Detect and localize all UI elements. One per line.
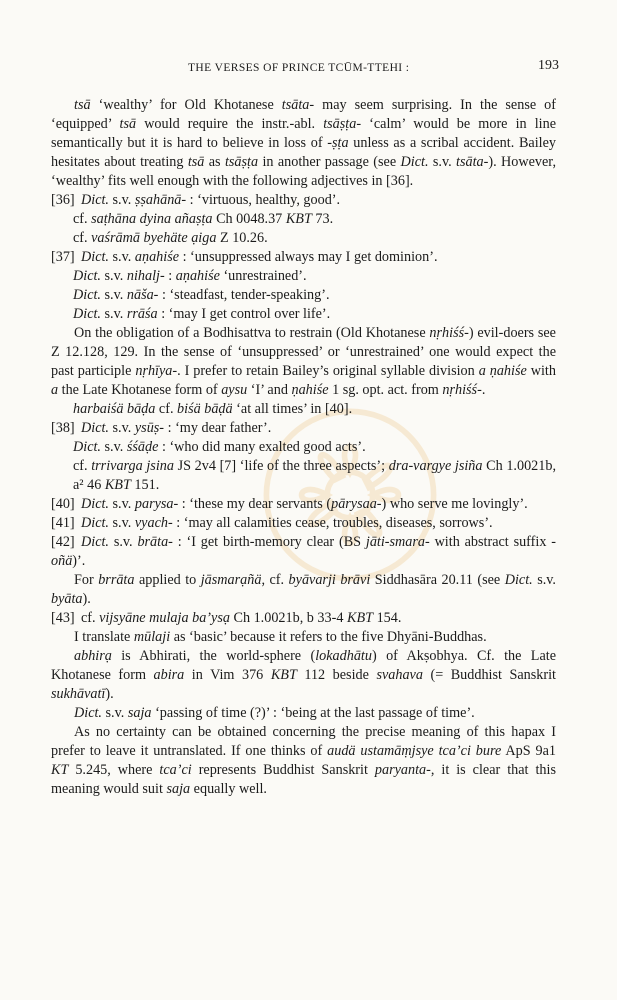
- note-number: [41]: [51, 515, 75, 531]
- italic-term: Dict.: [81, 249, 109, 265]
- note-number: [40]: [51, 496, 75, 512]
- note-number: [42]: [51, 534, 75, 550]
- italic-term: tsā: [74, 97, 91, 113]
- italic-term: Dict.: [81, 420, 109, 436]
- text-run: : ‘unsuppressed always may I get dominion’.: [179, 249, 438, 265]
- text-run: s.v.: [108, 534, 138, 550]
- text-run: 1 sg. opt. act. from: [328, 382, 443, 398]
- italic-term: dra-vargye jsiña: [388, 458, 483, 474]
- text-run: .: [481, 382, 486, 398]
- text-run: , cf.: [261, 572, 289, 588]
- italic-term: KBT: [104, 477, 131, 493]
- paragraph: [51, 248, 556, 267]
- text-run: unless as a scribal accident. Bailey hesitates about treating: [51, 135, 556, 170]
- italic-term: saja: [166, 781, 191, 797]
- text-run: ‘wealthy’ for Old Khotanese: [90, 97, 282, 113]
- italic-term: lokadhātu: [315, 648, 372, 664]
- text-run: For: [74, 572, 99, 588]
- text-run: ‘passing of time (?)’ : ‘being at the last passage of time’.: [151, 705, 475, 721]
- text-run: s.v.: [100, 287, 127, 303]
- text-run: :: [164, 268, 176, 284]
- text-run: Ch 0048.37: [212, 211, 286, 227]
- note-number: [36]: [51, 192, 75, 208]
- italic-term: KT: [51, 762, 69, 778]
- text-run: cf.: [73, 230, 92, 246]
- italic-term: Dict.: [81, 192, 109, 208]
- italic-term: Dict.: [73, 268, 101, 284]
- paragraph: [51, 267, 556, 286]
- paragraph: [51, 400, 556, 419]
- italic-term: śśāḍe: [126, 439, 159, 455]
- italic-term: mūlaji: [133, 629, 171, 645]
- text-run: 73.: [311, 211, 334, 227]
- text-run: cf.: [73, 458, 92, 474]
- italic-term: aysu: [221, 382, 248, 398]
- paragraph: [51, 191, 556, 210]
- text-run: )’.: [72, 553, 86, 569]
- text-run: as ‘basic’ because it refers to the five Dhyāni-Buddhas.: [170, 629, 487, 645]
- italic-term: tca’ci: [159, 762, 192, 778]
- paragraph: [51, 324, 556, 400]
- italic-term: audä ustamāṃjsye tca’ci bure: [327, 743, 502, 759]
- text-run: 151.: [130, 477, 160, 493]
- paragraph: [51, 286, 556, 305]
- italic-term: paryanta-: [374, 762, 431, 778]
- italic-term: ṇahiśe: [291, 382, 329, 398]
- paragraph: [51, 647, 556, 704]
- italic-term: tsāṣṭa: [224, 154, 259, 170]
- italic-term: parysa-: [134, 496, 179, 512]
- text-run: is Abhirati, the world-sphere (: [111, 648, 316, 664]
- text-run: cf.: [81, 610, 100, 626]
- text-run: s.v.: [101, 705, 128, 721]
- text-run: : ‘who did many exalted good acts’.: [158, 439, 366, 455]
- paragraph: [51, 419, 556, 438]
- italic-term: Dict.: [400, 154, 429, 170]
- text-run: ApS 9a1: [501, 743, 556, 759]
- italic-term: Dict.: [504, 572, 533, 588]
- text-run: s.v.: [108, 420, 135, 436]
- text-run: applied to: [134, 572, 201, 588]
- paragraph: [51, 96, 556, 191]
- paragraph: [51, 571, 556, 609]
- italic-term: tsā: [187, 154, 205, 170]
- running-header: [48, 56, 559, 78]
- italic-term: abira: [153, 667, 185, 683]
- text-run: : ‘may all calamities cease, troubles, diseases, sorrows’.: [172, 515, 493, 531]
- italic-term: vaśrāmā byehäte ạiga: [91, 230, 217, 246]
- note-number: [37]: [51, 249, 75, 265]
- text-run: : ‘virtuous, healthy, good’.: [186, 192, 341, 208]
- italic-term: Dict.: [73, 306, 101, 322]
- italic-term: tsāta-: [456, 154, 489, 170]
- italic-term: vyach-: [134, 515, 173, 531]
- text-run: On the obligation of a Bodhisattva to restrain (Old Khotanese: [74, 325, 430, 341]
- text-run: cf.: [73, 211, 92, 227]
- paragraph: [51, 438, 556, 457]
- text-run: s.v.: [108, 515, 135, 531]
- text-run: ‘unrestrained’.: [219, 268, 307, 284]
- italic-term: abhirạ: [74, 648, 112, 664]
- text-run: represents Buddhist Sanskrit: [191, 762, 375, 778]
- italic-term: pārysaa-: [331, 496, 382, 512]
- paragraph: [51, 628, 556, 647]
- text-run: ) of Akṣobhya. Cf. the Late Khotanese form: [51, 648, 556, 683]
- italic-term: biśä bāḍä: [177, 401, 233, 417]
- italic-term: nṛhiśś-: [442, 382, 482, 398]
- italic-term: nāša-: [126, 287, 159, 303]
- italic-term: tsāṣṭa-: [323, 116, 362, 132]
- paragraph: [51, 210, 556, 229]
- text-run: ).: [82, 591, 91, 607]
- text-run: 112 beside: [296, 667, 377, 683]
- italic-term: nṛhiśś-: [429, 325, 469, 341]
- italic-term: ysūṣ-: [134, 420, 165, 436]
- italic-term: tsā: [119, 116, 137, 132]
- text-run: : ‘may I get control over life’.: [157, 306, 331, 322]
- text-run: the Late Khotanese form of: [58, 382, 222, 398]
- text-run: 154.: [373, 610, 402, 626]
- text-run: As no certainty can be obtained concerning the precise meaning of this hapax I prefer to leave it untranslated. If one thinks of: [51, 724, 556, 759]
- text-run: s.v.: [100, 306, 127, 322]
- italic-term: Dict.: [81, 534, 109, 550]
- italic-term: Dict.: [74, 705, 102, 721]
- italic-term: Dict.: [73, 287, 101, 303]
- italic-term: -ṣṭa: [327, 135, 349, 151]
- paragraph: [51, 533, 556, 571]
- text-run: s.v.: [108, 496, 135, 512]
- text-run: : ‘my dear father’.: [164, 420, 272, 436]
- text-run: ).: [105, 686, 114, 702]
- text-run: : ‘these my dear servants (: [178, 496, 332, 512]
- italic-term: nihalj-: [126, 268, 165, 284]
- italic-term: vijsyāne mulaja ba’ysạ: [99, 610, 230, 626]
- note-number: [38]: [51, 420, 75, 436]
- paragraph: [51, 609, 556, 628]
- text-run: : ‘I get birth-memory clear (BS: [172, 534, 366, 550]
- text-run: ) evil-doers see Z 12.128, 129. In the sense of ‘unsuppressed’ or ‘unrestrained’ one would expect the past participle: [51, 325, 556, 379]
- text-run: s.v.: [428, 154, 457, 170]
- paragraph: [51, 514, 556, 533]
- italic-term: nṛhīya-: [135, 363, 178, 379]
- paragraph: [51, 457, 556, 495]
- italic-term: Dict.: [81, 515, 109, 531]
- text-run: in Vim 376: [184, 667, 271, 683]
- text-run: ‘at all times’ in [40].: [232, 401, 353, 417]
- text-run: s.v.: [108, 192, 135, 208]
- text-run: with abstract suffix: [429, 534, 552, 550]
- page-number: 193: [538, 58, 559, 73]
- italic-term: Dict.: [73, 439, 101, 455]
- italic-term: sukhāvatī: [51, 686, 106, 702]
- text-run: 5.245, where: [68, 762, 160, 778]
- italic-term: aṇahiśe: [134, 249, 180, 265]
- italic-term: -oñä: [51, 534, 556, 569]
- text-run: may seem surprising. In the sense of ‘equipped’: [51, 97, 556, 132]
- italic-term: brāta-: [137, 534, 173, 550]
- italic-term: saṭhāna dyina añaṣṭa: [91, 211, 213, 227]
- italic-term: ṣṣahānā-: [134, 192, 187, 208]
- text-run: Ch 1.0021b, b 33-4: [229, 610, 347, 626]
- text-run: equally well.: [190, 781, 267, 797]
- text-run: Siddhasāra 20.11 (see: [370, 572, 505, 588]
- text-run: would require the instr.-abl.: [136, 116, 324, 132]
- italic-term: jāti-smara-: [365, 534, 430, 550]
- text-run: ) who serve me lovingly’.: [381, 496, 528, 512]
- text-run: s.v.: [100, 268, 127, 284]
- italic-term: aṇahiśe: [175, 268, 220, 284]
- italic-term: KBT: [285, 211, 312, 227]
- italic-term: svahava: [376, 667, 423, 683]
- text-run: . I prefer to retain Bailey’s original syllable division: [177, 363, 479, 379]
- text-run: I translate: [74, 629, 134, 645]
- italic-term: rrāśa: [126, 306, 158, 322]
- note-number: [43]: [51, 610, 75, 626]
- paragraph: [51, 229, 556, 248]
- text-run: ‘I’ and: [247, 382, 292, 398]
- paragraph: [51, 704, 556, 723]
- italic-term: brrāta: [98, 572, 135, 588]
- text-run: Ch 1.0021b, a² 46: [73, 458, 556, 493]
- text-run: s.v.: [108, 249, 135, 265]
- text-run: with: [526, 363, 556, 379]
- italic-term: byāta: [51, 591, 83, 607]
- text-run: ). However, ‘wealthy’ fits well enough with the following adjectives in [36].: [51, 154, 556, 189]
- italic-term: a: [51, 382, 59, 398]
- text-run: (= Buddhist Sanskrit: [422, 667, 556, 683]
- italic-term: KBT: [270, 667, 297, 683]
- text-run: JS 2v4 [7] ‘life of the three aspects’;: [173, 458, 389, 474]
- italic-term: Dict.: [81, 496, 109, 512]
- italic-term: jāsmarạñä: [200, 572, 262, 588]
- text-run: s.v.: [100, 439, 127, 455]
- italic-term: harbaiśä bāḍa: [73, 401, 156, 417]
- text-run: , it is clear that this meaning would suit: [51, 762, 556, 797]
- text-run: cf.: [155, 401, 178, 417]
- text-run: as: [204, 154, 225, 170]
- text-run: in another passage (see: [258, 154, 401, 170]
- text-run: ‘calm’ would be more in line semantically but it is hard to believe in loss of: [51, 116, 556, 151]
- italic-term: trrivarga jsina: [91, 458, 174, 474]
- text-run: s.v.: [532, 572, 556, 588]
- page-body: [51, 96, 556, 799]
- paragraph: [51, 723, 556, 799]
- italic-term: tsāta-: [281, 97, 315, 113]
- running-title: THE VERSES OF PRINCE TCŪM-TTEHI :: [188, 62, 410, 74]
- text-run: : ‘steadfast, tender-speaking’.: [158, 287, 330, 303]
- paragraph: [51, 495, 556, 514]
- italic-term: KBT: [346, 610, 374, 626]
- italic-term: saja: [127, 705, 152, 721]
- italic-term: byāvarji brāvi: [288, 572, 371, 588]
- paragraph: [51, 305, 556, 324]
- text-run: Z 10.26.: [216, 230, 268, 246]
- italic-term: a ṇahiśe: [478, 363, 527, 379]
